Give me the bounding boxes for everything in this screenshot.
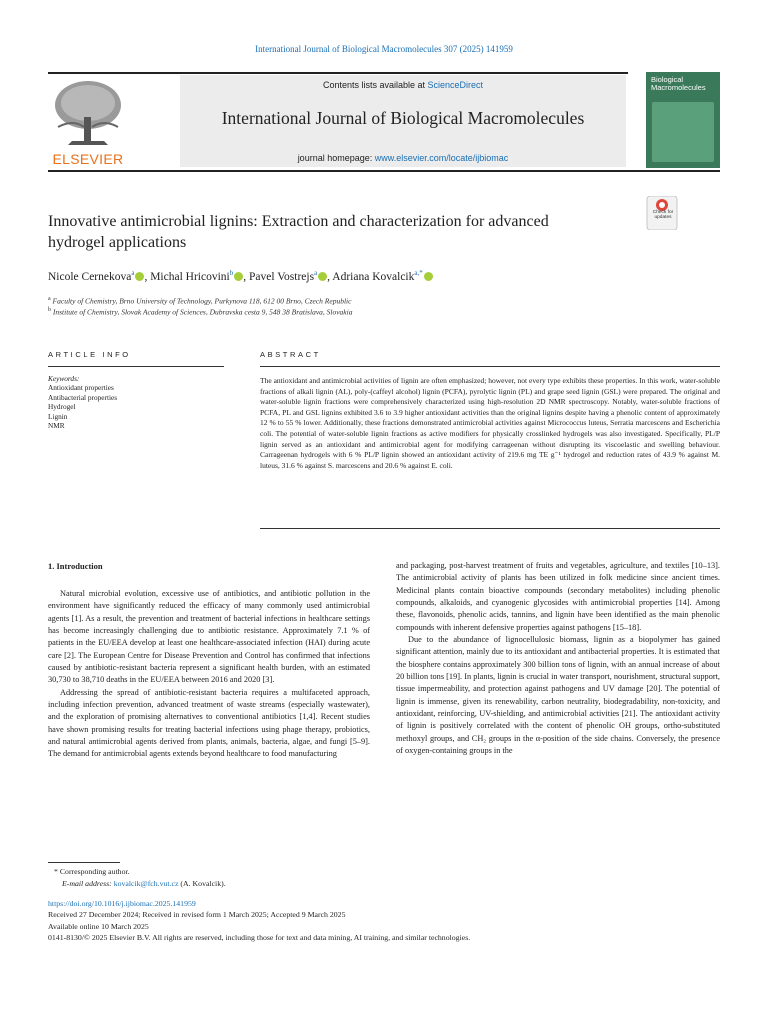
contents-line <box>180 80 626 90</box>
email-link[interactable]: kovalcik@fch.vut.cz <box>113 879 179 888</box>
journal-cover-thumbnail[interactable] <box>646 72 720 168</box>
affiliation-text: Faculty of Chemistry, Brno University of Technology, Purkynova 118, 612 00 Brno, Czech Republic <box>52 296 352 306</box>
available-online-date: Available online 10 March 2025 <box>48 921 149 931</box>
keyword: Hydrogel <box>48 402 76 412</box>
affiliation-b <box>48 307 728 317</box>
doi-link[interactable]: https://doi.org/10.1016/j.ijbiomac.2025.141959 <box>48 899 196 908</box>
corresponding-author-note: * Corresponding author. <box>54 867 130 876</box>
affiliation-text: Institute of Chemistry, Slovak Academy of Sciences, Dubravska cesta 9, 548 38 Bratislava, Slovakia <box>52 307 353 317</box>
orcid-icon[interactable] <box>318 272 327 281</box>
abstract-paragraph: The antioxidant and antimicrobial activities of lignin are often emphasized; however, not every type exhibits these properties. In this work, water-soluble fractions of alkali lignin (AL), poly-(caffeyl alcohol) lignin (PCFA), pyrolytic lignin (PL) and grape seed lignin (GSL) were prepared. The original and water-soluble lignin fractions were comprehensively characterized using high-resolution 2D NMR spectroscopy. Notably, water-soluble fractions of PCFA, PL and GSL lignins exhibited 3.6 to 3.9 higher antioxidant activities than the original lignins despite having a phenolic content of approximately 12 % to 55 % lower. Additionally, these fractions demonstrated antimicrobial activities against Micrococcus luteus, Serratia marcescens and Escherichia coli. The potential of water-soluble lignin fractions as active modifiers for physically crosslinked hydrogels was also investigated. Specifically, PL/P lignin served as an antioxidant and antimicrobial agent for modifying carrageenan without disrupting its viscoelastic and swelling behaviour. Carrageenan hydrogels with 6 % PL/P lignin showed an antioxidant activity of 219.6 mg TE g⁻¹ hydrogel and reduction rates of 43.9 % against M. luteus, 31.6 % against S. marcescens and 20.6 % against E. coli. <box>260 376 720 470</box>
left-column <box>48 588 370 761</box>
article-info-heading: ARTICLE INFO <box>48 350 131 359</box>
homepage-prefix: journal homepage: <box>297 153 375 163</box>
author-name[interactable]: Michal Hricovini <box>150 270 230 283</box>
journal-title: International Journal of Biological Macromolecules <box>221 108 585 128</box>
footnote-rule <box>48 862 120 863</box>
copyright-line: 0141-8130/© 2025 Elsevier B.V. All rights are reserved, including those for text and data mining, AI training, and similar technologies. <box>48 932 471 942</box>
received-dates: Received 27 December 2024; Received in revised form 1 March 2025; Accepted 9 March 2025 <box>48 910 346 920</box>
body-paragraph: Natural microbial evolution, excessive use of antibiotics, and antibiotic pollution in the environment have significantly reduced the efficacy of many commonly used antimicrobial agents [1]. As a result, the prevention and treatment of bacterial infections in healthcare settings has become increasingly challenging due to antibiotic resistance. Approximately 7.1 % of patients in the EU/EEA develop at least one healthcare-associated infection (HAI) during acute care [2]. The European Centre for Disease Prevention and Control has confirmed that infections caused by antibiotic-resistant bacteria represent a significant health burden, with an estimated 30,730 to 38,710 deaths in the EU/EEA between 2016 and 2020 [3]. <box>48 589 370 685</box>
keywords-label: Keywords: <box>48 374 80 383</box>
author-affiliation-mark: b <box>229 269 234 277</box>
abstract-body <box>260 376 720 471</box>
journal-homepage-link[interactable]: www.elsevier.com/locate/ijbiomac <box>374 153 509 163</box>
orcid-icon[interactable] <box>135 272 144 281</box>
email-label: E-mail address: <box>62 879 114 888</box>
keywords-block <box>48 374 224 430</box>
orcid-icon[interactable] <box>234 272 243 281</box>
author-name[interactable]: Adriana Kovalcik <box>332 270 415 283</box>
keyword: Antibacterial properties <box>48 392 118 402</box>
header-top-rule <box>48 72 628 74</box>
body-paragraph: and packaging, post-harvest treatment of fruits and vegetables, agriculture, and textiles [10–13]. The antimicrobial activity of plants has been utilized in folk medicine since ancient times. Medicinal plants contain bioactive compounds (secondary metabolites) including phenolic compounds, alkaloids, and cyanogenic glycosides with antimicrobial properties [14]. Among these, flavonoids, phenolic acids, tannins, and lignin have been identified as the main phenolic compounds with inherent defensive properties against pathogens [15–18]. <box>396 561 720 632</box>
cover-title: Biological Macromolecules <box>651 75 706 92</box>
orcid-icon[interactable] <box>424 272 433 281</box>
journal-header-box <box>180 75 626 167</box>
author-list: Nicole Cernekova$^a$ , Michal Hricovini$^b$ , Pavel Vostrejs$^a$ , Adriana Kovalcik$^{a,*}$ <box>48 269 728 283</box>
author-affiliation-mark: a <box>131 269 135 277</box>
author-name[interactable]: Nicole Cernekova <box>48 270 132 283</box>
abstract-heading: ABSTRACT <box>260 350 321 359</box>
abstract-bottom-rule <box>260 528 720 529</box>
email-note <box>48 878 608 890</box>
check-for-updates-label: Check for updates <box>652 210 674 220</box>
affiliation-a <box>48 296 728 306</box>
section-heading-introduction: 1. Introduction <box>48 561 103 571</box>
article-info-rule <box>48 366 224 367</box>
keyword: NMR <box>48 421 65 431</box>
keyword: Antioxidant properties <box>48 383 114 393</box>
email-owner: (A. Kovalcik). <box>178 879 226 888</box>
affiliation-mark: a <box>48 296 51 302</box>
author-affiliation-mark: a <box>314 269 318 277</box>
contents-prefix: Contents lists available at <box>322 80 428 90</box>
affiliation-mark: b <box>48 307 51 313</box>
homepage-line <box>180 153 626 163</box>
publisher-wordmark: ELSEVIER <box>52 151 124 167</box>
right-column <box>396 560 720 758</box>
abstract-top-rule <box>260 366 720 367</box>
author-affiliation-mark: a,* <box>414 269 423 277</box>
footnotes <box>48 866 608 890</box>
body-paragraph: Due to the abundance of lignocellulosic biomass, lignin as a biopolymer has gained significant attention, mainly due to its antioxidant and antibacterial properties. It is estimated that the biosphere contains approximately 300 billion tons of lignin, with an annual increase of about 20 billion tons [19]. In plants, lignin is crucial in water transport, nourishment, structural support, tissue impermeability, and protection against pathogens and UV damage [20]. The potential of lignin is immense, given its renewability, carbon neutrality, biodegradability, non-toxicity, and antioxidant, reinforcing, UV-shielding, and antimicrobial activities [21]. The antioxidant activity of lignin is positively correlated with the content of phenolic OH groups, ortho-substituted methoxyl groups, and CH₂ groups in the α-position of the side chains. Conversely, the presence of oxygen-containing groups in the <box>396 635 720 756</box>
cover-artwork <box>652 102 714 162</box>
journal-banner <box>48 75 628 167</box>
publication-info <box>48 898 728 943</box>
author-name[interactable]: Pavel Vostrejs <box>248 270 315 283</box>
keyword: Lignin <box>48 411 68 421</box>
header-bottom-rule <box>48 170 720 172</box>
article-title: Innovative antimicrobial lignins: Extraction and characterization for advanced hydrogel applications <box>48 213 549 251</box>
journal-reference[interactable]: International Journal of Biological Macromolecules 307 (2025) 141959 <box>255 44 513 54</box>
sciencedirect-link[interactable]: ScienceDirect <box>427 80 484 90</box>
body-paragraph: Addressing the spread of antibiotic-resistant bacteria requires a multifaceted approach, including infection prevention, advanced treatment of waste streams (especially wastewater), and the exploration of promising alternatives to conventional antibiotics [1,4]. Recent studies have shown promising results for treating bacterial infections using phage therapy, probiotics, and natural antimicrobial agents derived from plants, animals, bacteria, algae, and fungi [5–9]. The demand for antimicrobial agents extends beyond healthcare to food manufacturing <box>48 687 370 759</box>
